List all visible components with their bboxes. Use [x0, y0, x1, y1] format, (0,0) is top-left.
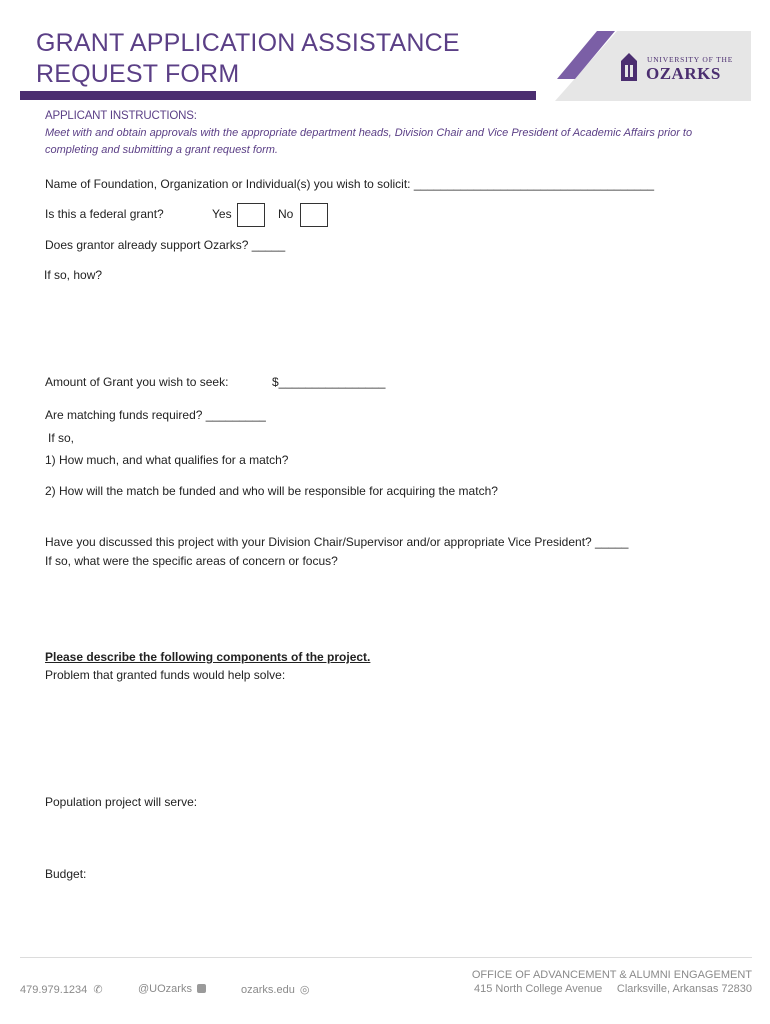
logo-graphic — [555, 31, 751, 101]
social-icon — [197, 984, 206, 993]
question-budget: Budget: — [45, 867, 87, 881]
page-title — [36, 28, 460, 90]
yes-label: Yes — [212, 207, 232, 221]
question-discussed: Have you discussed this project with your Division Chair/Supervisor and/or appropriate Vice President? _____ — [45, 535, 629, 549]
question-foundation: Name of Foundation, Organization or Individual(s) you wish to solicit: ____________________________________ — [45, 177, 655, 191]
question-how-funded: 2) How will the match be funded and who will be responsible for acquiring the match? — [45, 484, 498, 498]
footer-divider — [20, 957, 752, 958]
instructions-body: Meet with and obtain approvals with the appropriate department heads, Division Chair and Vice President of Academic Affairs prior to completing and submitting a grant request form. — [45, 127, 693, 156]
phone-icon: ✆ — [93, 984, 103, 996]
question-matching-funds: Are matching funds required? _________ — [45, 408, 266, 422]
instructions-heading: APPLICANT INSTRUCTIONS: — [45, 110, 197, 122]
title-line-2: REQUEST FORM — [36, 60, 240, 88]
question-if-so: If so, — [48, 431, 75, 445]
no-checkbox[interactable] — [300, 203, 328, 227]
footer-website — [241, 983, 309, 996]
phone-text: 479.979.1234 — [20, 984, 88, 996]
university-logo — [555, 31, 751, 101]
footer-city: Clarksville, Arkansas 72830 — [616, 983, 752, 995]
question-how-much: 1) How much, and what qualifies for a match? — [45, 453, 289, 467]
section-heading-components: Please describe the following components of the project. — [45, 650, 371, 664]
question-concern: If so, what were the specific areas of concern or focus? — [45, 554, 338, 568]
logo-main-text: OZARKS — [646, 64, 721, 83]
question-amount: Amount of Grant you wish to seek: — [45, 375, 229, 389]
header-divider-bar — [20, 91, 536, 100]
title-line-1: GRANT APPLICATION ASSISTANCE — [36, 29, 460, 57]
question-if-so-how: If so, how? — [44, 268, 103, 282]
yes-checkbox[interactable] — [237, 203, 265, 227]
footer-phone — [20, 983, 103, 996]
question-federal-grant: Is this a federal grant? — [45, 207, 164, 221]
no-label: No — [278, 207, 294, 221]
globe-icon: ◎ — [299, 984, 310, 996]
logo-top-text: UNIVERSITY OF THE — [647, 55, 734, 64]
question-population: Population project will serve: — [45, 795, 198, 809]
question-grantor-support: Does grantor already support Ozarks? _____ — [45, 238, 286, 252]
footer-office: OFFICE OF ADVANCEMENT & ALUMNI ENGAGEMENT — [471, 969, 752, 981]
amount-blank: $________________ — [272, 375, 386, 389]
website-text: ozarks.edu — [241, 984, 295, 996]
footer-social — [138, 983, 206, 995]
footer-address: 415 North College Avenue — [474, 983, 603, 995]
question-problem: Problem that granted funds would help solve: — [45, 668, 286, 682]
social-text: @UOzarks — [138, 983, 192, 995]
